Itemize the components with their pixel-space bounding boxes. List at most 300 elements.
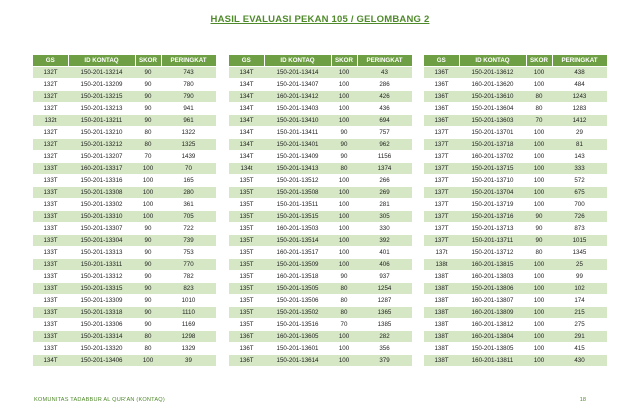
- cell-id-kontaq: 150-201-13718: [459, 139, 526, 151]
- cell-peringkat: 780: [161, 79, 216, 91]
- cell-id-kontaq: 160-201-13605: [264, 331, 331, 343]
- cell-id-kontaq: 150-201-13310: [68, 211, 135, 223]
- table-row: [229, 355, 412, 367]
- cell-skor: 100: [135, 355, 161, 367]
- cell-gs: 137T: [424, 187, 459, 199]
- page-number: 18: [579, 397, 586, 403]
- cell-skor: 90: [135, 79, 161, 91]
- footer-organization: KOMUNITAS TADABBUR AL QUR'AN (KONTAQ): [34, 397, 165, 403]
- cell-peringkat: 430: [552, 355, 607, 367]
- cell-skor: 100: [331, 235, 357, 247]
- cell-gs: 134T: [229, 127, 264, 139]
- cell-id-kontaq: 150-201-13508: [264, 187, 331, 199]
- cell-gs: 137T: [424, 139, 459, 151]
- cell-skor: 90: [135, 115, 161, 127]
- cell-id-kontaq: 160-201-13412: [264, 91, 331, 103]
- cell-peringkat: 1169: [161, 319, 216, 331]
- cell-gs: 134T: [33, 355, 68, 367]
- cell-id-kontaq: 160-201-13620: [459, 79, 526, 91]
- header-peringkat: PERINGKAT: [357, 55, 412, 67]
- cell-skor: 100: [331, 355, 357, 367]
- table-row: [33, 235, 216, 247]
- results-table-2: [229, 55, 413, 366]
- cell-skor: 100: [526, 343, 552, 355]
- cell-gs: 132T: [33, 91, 68, 103]
- cell-skor: 90: [135, 103, 161, 115]
- cell-skor: 90: [135, 67, 161, 79]
- cell-peringkat: 1385: [357, 319, 412, 331]
- cell-gs: 135T: [229, 271, 264, 283]
- table-row: [229, 175, 412, 187]
- cell-id-kontaq: 160-201-13702: [459, 151, 526, 163]
- cell-gs: 132T: [33, 151, 68, 163]
- table-row: [229, 127, 412, 139]
- cell-gs: 132T: [33, 127, 68, 139]
- header-gs: GS: [229, 55, 264, 67]
- header-id-kontaq: ID KONTAQ: [264, 55, 331, 67]
- cell-skor: 100: [526, 79, 552, 91]
- cell-gs: 133T: [33, 199, 68, 211]
- cell-skor: 80: [526, 91, 552, 103]
- table-row: [424, 67, 607, 79]
- cell-gs: 138T: [424, 307, 459, 319]
- cell-peringkat: 941: [161, 103, 216, 115]
- cell-id-kontaq: 150-201-13316: [68, 175, 135, 187]
- cell-skor: 100: [331, 211, 357, 223]
- table-row: [229, 307, 412, 319]
- cell-peringkat: 1322: [161, 127, 216, 139]
- table-row: [424, 139, 607, 151]
- cell-skor: 100: [526, 175, 552, 187]
- table-row: [33, 343, 216, 355]
- table-row: [229, 235, 412, 247]
- cell-id-kontaq: 150-201-13612: [459, 67, 526, 79]
- cell-id-kontaq: 150-201-13214: [68, 67, 135, 79]
- cell-peringkat: 937: [357, 271, 412, 283]
- cell-skor: 100: [331, 115, 357, 127]
- cell-peringkat: 43: [357, 67, 412, 79]
- cell-skor: 100: [526, 307, 552, 319]
- cell-gs: 133T: [33, 163, 68, 175]
- cell-gs: 134T: [229, 151, 264, 163]
- cell-skor: 80: [331, 283, 357, 295]
- cell-id-kontaq: 150-201-13304: [68, 235, 135, 247]
- cell-peringkat: 1374: [357, 163, 412, 175]
- table-row: [33, 127, 216, 139]
- cell-gs: 133T: [33, 247, 68, 259]
- cell-skor: 90: [331, 127, 357, 139]
- cell-peringkat: 753: [161, 247, 216, 259]
- cell-id-kontaq: 160-201-13317: [68, 163, 135, 175]
- cell-peringkat: 770: [161, 259, 216, 271]
- table-row: [424, 103, 607, 115]
- cell-gs: 135T: [229, 319, 264, 331]
- table-row: [424, 91, 607, 103]
- cell-id-kontaq: 160-201-13812: [459, 319, 526, 331]
- table-row: [229, 115, 412, 127]
- cell-skor: 90: [135, 259, 161, 271]
- cell-peringkat: 1243: [552, 91, 607, 103]
- cell-skor: 90: [135, 295, 161, 307]
- cell-id-kontaq: 150-201-13313: [68, 247, 135, 259]
- cell-skor: 100: [331, 331, 357, 343]
- cell-peringkat: 1110: [161, 307, 216, 319]
- cell-peringkat: 694: [357, 115, 412, 127]
- cell-id-kontaq: 150-201-13805: [459, 343, 526, 355]
- table-row: [33, 319, 216, 331]
- cell-peringkat: 1325: [161, 139, 216, 151]
- table-row: [229, 259, 412, 271]
- cell-peringkat: 286: [357, 79, 412, 91]
- cell-skor: 90: [135, 91, 161, 103]
- cell-peringkat: 379: [357, 355, 412, 367]
- cell-skor: 100: [526, 295, 552, 307]
- cell-id-kontaq: 150-201-13410: [264, 115, 331, 127]
- table-row: [424, 235, 607, 247]
- cell-peringkat: 1156: [357, 151, 412, 163]
- table-row: [424, 79, 607, 91]
- cell-gs: 136T: [424, 79, 459, 91]
- cell-gs: 133T: [33, 307, 68, 319]
- table-row: [229, 211, 412, 223]
- cell-peringkat: 1412: [552, 115, 607, 127]
- cell-peringkat: 873: [552, 223, 607, 235]
- table-row: [424, 319, 607, 331]
- cell-peringkat: 1015: [552, 235, 607, 247]
- table-row: [424, 163, 607, 175]
- cell-gs: 135T: [229, 187, 264, 199]
- cell-peringkat: 81: [552, 139, 607, 151]
- table-row: [424, 115, 607, 127]
- cell-skor: 80: [135, 343, 161, 355]
- table-row: [424, 283, 607, 295]
- cell-id-kontaq: 160-201-13803: [459, 271, 526, 283]
- cell-gs: 135T: [229, 295, 264, 307]
- cell-peringkat: 1254: [357, 283, 412, 295]
- table-row: [229, 199, 412, 211]
- table-row: [229, 247, 412, 259]
- cell-skor: 100: [526, 259, 552, 271]
- table-header-row: [33, 55, 216, 67]
- cell-skor: 100: [135, 199, 161, 211]
- table-row: [229, 331, 412, 343]
- table-row: [229, 151, 412, 163]
- cell-gs: 133T: [33, 211, 68, 223]
- cell-peringkat: 291: [552, 331, 607, 343]
- cell-id-kontaq: 150-201-13209: [68, 79, 135, 91]
- cell-skor: 90: [331, 271, 357, 283]
- cell-gs: 136T: [424, 91, 459, 103]
- cell-peringkat: 99: [552, 271, 607, 283]
- cell-skor: 80: [135, 331, 161, 343]
- cell-id-kontaq: 150-201-13701: [459, 127, 526, 139]
- table-row: [229, 91, 412, 103]
- cell-peringkat: 726: [552, 211, 607, 223]
- cell-gs: 136T: [229, 331, 264, 343]
- cell-skor: 80: [526, 103, 552, 115]
- table-row: [424, 151, 607, 163]
- cell-gs: 137T: [424, 175, 459, 187]
- cell-skor: 100: [526, 319, 552, 331]
- cell-peringkat: 282: [357, 331, 412, 343]
- cell-id-kontaq: 150-201-13407: [264, 79, 331, 91]
- table-row: [424, 343, 607, 355]
- cell-gs: 133T: [33, 319, 68, 331]
- cell-id-kontaq: 150-201-13409: [264, 151, 331, 163]
- cell-peringkat: 143: [552, 151, 607, 163]
- table-row: [33, 79, 216, 91]
- results-table-1: [33, 55, 217, 366]
- cell-peringkat: 722: [161, 223, 216, 235]
- cell-skor: 70: [331, 319, 357, 331]
- cell-skor: 100: [526, 331, 552, 343]
- cell-id-kontaq: 150-201-13215: [68, 91, 135, 103]
- table-row: [424, 271, 607, 283]
- cell-skor: 80: [331, 163, 357, 175]
- cell-id-kontaq: 150-201-13614: [264, 355, 331, 367]
- cell-skor: 80: [331, 295, 357, 307]
- cell-gs: 132T: [33, 67, 68, 79]
- cell-gs: 136T: [424, 67, 459, 79]
- cell-skor: 100: [526, 163, 552, 175]
- table-row: [33, 151, 216, 163]
- table-row: [424, 259, 607, 271]
- table-row: [424, 199, 607, 211]
- cell-gs: 138T: [424, 355, 459, 367]
- cell-id-kontaq: 160-201-13517: [264, 247, 331, 259]
- table-row: [33, 139, 216, 151]
- cell-id-kontaq: 150-201-13719: [459, 199, 526, 211]
- cell-skor: 100: [331, 223, 357, 235]
- table-row: [229, 139, 412, 151]
- cell-gs: 136T: [229, 343, 264, 355]
- page-title: HASIL EVALUASI PEKAN 105 / GELOMBANG 2: [210, 14, 430, 25]
- cell-skor: 100: [331, 247, 357, 259]
- cell-peringkat: 1298: [161, 331, 216, 343]
- cell-peringkat: 1329: [161, 343, 216, 355]
- cell-id-kontaq: 150-201-13713: [459, 223, 526, 235]
- cell-peringkat: 739: [161, 235, 216, 247]
- cell-gs: 138T: [424, 295, 459, 307]
- cell-skor: 90: [135, 271, 161, 283]
- table-row: [229, 103, 412, 115]
- table-row: [33, 295, 216, 307]
- cell-peringkat: 102: [552, 283, 607, 295]
- table-row: [229, 319, 412, 331]
- cell-skor: 100: [526, 67, 552, 79]
- table-row: [424, 355, 607, 367]
- cell-skor: 90: [526, 235, 552, 247]
- cell-skor: 90: [526, 211, 552, 223]
- cell-skor: 100: [526, 199, 552, 211]
- table-row: [424, 211, 607, 223]
- table-row: [33, 199, 216, 211]
- cell-id-kontaq: 150-201-13411: [264, 127, 331, 139]
- cell-gs: 133T: [33, 343, 68, 355]
- header-peringkat: PERINGKAT: [161, 55, 216, 67]
- cell-skor: 90: [135, 235, 161, 247]
- cell-gs: 132T: [33, 139, 68, 151]
- cell-gs: 132T: [33, 79, 68, 91]
- cell-gs: 136T: [424, 115, 459, 127]
- cell-gs: 137T: [424, 211, 459, 223]
- cell-id-kontaq: 150-201-13315: [68, 283, 135, 295]
- table-row: [33, 91, 216, 103]
- cell-skor: 100: [135, 211, 161, 223]
- cell-peringkat: 962: [357, 139, 412, 151]
- cell-peringkat: 705: [161, 211, 216, 223]
- cell-peringkat: 280: [161, 187, 216, 199]
- cell-peringkat: 415: [552, 343, 607, 355]
- cell-id-kontaq: 150-201-13505: [264, 283, 331, 295]
- table-header-row: [424, 55, 607, 67]
- cell-peringkat: 1365: [357, 307, 412, 319]
- cell-skor: 100: [135, 163, 161, 175]
- table-row: [424, 187, 607, 199]
- table-row: [33, 103, 216, 115]
- cell-gs: 135T: [229, 223, 264, 235]
- cell-skor: 100: [331, 199, 357, 211]
- cell-peringkat: 436: [357, 103, 412, 115]
- table-row: [229, 187, 412, 199]
- cell-id-kontaq: 160-201-13804: [459, 331, 526, 343]
- table-row: [33, 187, 216, 199]
- cell-peringkat: 790: [161, 91, 216, 103]
- table-row: [424, 295, 607, 307]
- cell-skor: 100: [135, 187, 161, 199]
- table-row: [229, 163, 412, 175]
- cell-gs: 138T: [424, 331, 459, 343]
- cell-gs: 132T: [33, 103, 68, 115]
- cell-peringkat: 174: [552, 295, 607, 307]
- results-table-3: [424, 55, 608, 366]
- cell-peringkat: 25: [552, 259, 607, 271]
- cell-gs: 137T: [424, 151, 459, 163]
- cell-peringkat: 392: [357, 235, 412, 247]
- cell-gs: 134T: [229, 79, 264, 91]
- cell-skor: 90: [135, 247, 161, 259]
- cell-peringkat: 438: [552, 67, 607, 79]
- cell-id-kontaq: 150-201-13604: [459, 103, 526, 115]
- cell-skor: 90: [135, 319, 161, 331]
- cell-peringkat: 269: [357, 187, 412, 199]
- table-row: [229, 79, 412, 91]
- cell-skor: 100: [526, 151, 552, 163]
- table-header-row: [229, 55, 412, 67]
- cell-skor: 90: [135, 307, 161, 319]
- cell-skor: 100: [526, 139, 552, 151]
- cell-id-kontaq: 150-201-13716: [459, 211, 526, 223]
- table-row: [33, 175, 216, 187]
- cell-skor: 100: [331, 187, 357, 199]
- cell-gs: 135T: [229, 247, 264, 259]
- cell-id-kontaq: 150-201-13511: [264, 199, 331, 211]
- cell-id-kontaq: 150-201-13212: [68, 139, 135, 151]
- cell-peringkat: 961: [161, 115, 216, 127]
- table-row: [229, 343, 412, 355]
- cell-gs: 133T: [33, 187, 68, 199]
- cell-skor: 90: [135, 283, 161, 295]
- cell-peringkat: 406: [357, 259, 412, 271]
- cell-gs: 134T: [229, 67, 264, 79]
- cell-id-kontaq: 150-201-13213: [68, 103, 135, 115]
- cell-skor: 100: [526, 283, 552, 295]
- cell-id-kontaq: 150-201-13704: [459, 187, 526, 199]
- cell-gs: 135T: [229, 199, 264, 211]
- cell-skor: 90: [331, 151, 357, 163]
- cell-gs: 133T: [33, 295, 68, 307]
- cell-gs: 138T: [424, 271, 459, 283]
- cell-id-kontaq: 150-201-13712: [459, 247, 526, 259]
- cell-skor: 80: [135, 139, 161, 151]
- table-row: [229, 67, 412, 79]
- cell-peringkat: 356: [357, 343, 412, 355]
- cell-skor: 90: [331, 139, 357, 151]
- cell-gs: 133T: [33, 223, 68, 235]
- cell-id-kontaq: 150-201-13401: [264, 139, 331, 151]
- cell-skor: 100: [526, 355, 552, 367]
- cell-id-kontaq: 150-201-13610: [459, 91, 526, 103]
- table-row: [33, 247, 216, 259]
- cell-peringkat: 70: [161, 163, 216, 175]
- table-row: [424, 307, 607, 319]
- table-row: [33, 355, 216, 367]
- cell-id-kontaq: 150-201-13715: [459, 163, 526, 175]
- cell-id-kontaq: 150-201-13311: [68, 259, 135, 271]
- cell-id-kontaq: 150-201-13211: [68, 115, 135, 127]
- cell-peringkat: 333: [552, 163, 607, 175]
- cell-skor: 70: [135, 151, 161, 163]
- cell-peringkat: 782: [161, 271, 216, 283]
- cell-gs: 137T: [424, 163, 459, 175]
- cell-skor: 100: [526, 187, 552, 199]
- cell-skor: 100: [331, 259, 357, 271]
- table-row: [33, 115, 216, 127]
- table-row: [229, 295, 412, 307]
- cell-id-kontaq: 150-201-13506: [264, 295, 331, 307]
- table-row: [424, 175, 607, 187]
- cell-id-kontaq: 150-201-13207: [68, 151, 135, 163]
- table-row: [229, 223, 412, 235]
- cell-gs: 135T: [229, 307, 264, 319]
- cell-gs: 138t: [424, 259, 459, 271]
- cell-skor: 100: [331, 91, 357, 103]
- table-row: [33, 223, 216, 235]
- cell-peringkat: 572: [552, 175, 607, 187]
- cell-skor: 90: [526, 223, 552, 235]
- cell-gs: 136T: [229, 355, 264, 367]
- cell-gs: 135T: [229, 175, 264, 187]
- table-row: [424, 247, 607, 259]
- cell-gs: 137T: [424, 127, 459, 139]
- cell-gs: 135T: [229, 259, 264, 271]
- cell-skor: 70: [526, 115, 552, 127]
- cell-gs: 137T: [424, 223, 459, 235]
- cell-id-kontaq: 150-201-13515: [264, 211, 331, 223]
- cell-gs: 134T: [229, 91, 264, 103]
- cell-gs: 137t: [424, 247, 459, 259]
- table-row: [424, 331, 607, 343]
- cell-gs: 135T: [229, 235, 264, 247]
- cell-id-kontaq: 150-201-13406: [68, 355, 135, 367]
- cell-gs: 133T: [33, 331, 68, 343]
- table-row: [33, 283, 216, 295]
- cell-skor: 90: [135, 223, 161, 235]
- cell-id-kontaq: 150-201-13509: [264, 259, 331, 271]
- cell-id-kontaq: 150-201-13502: [264, 307, 331, 319]
- table-row: [33, 211, 216, 223]
- cell-peringkat: 29: [552, 127, 607, 139]
